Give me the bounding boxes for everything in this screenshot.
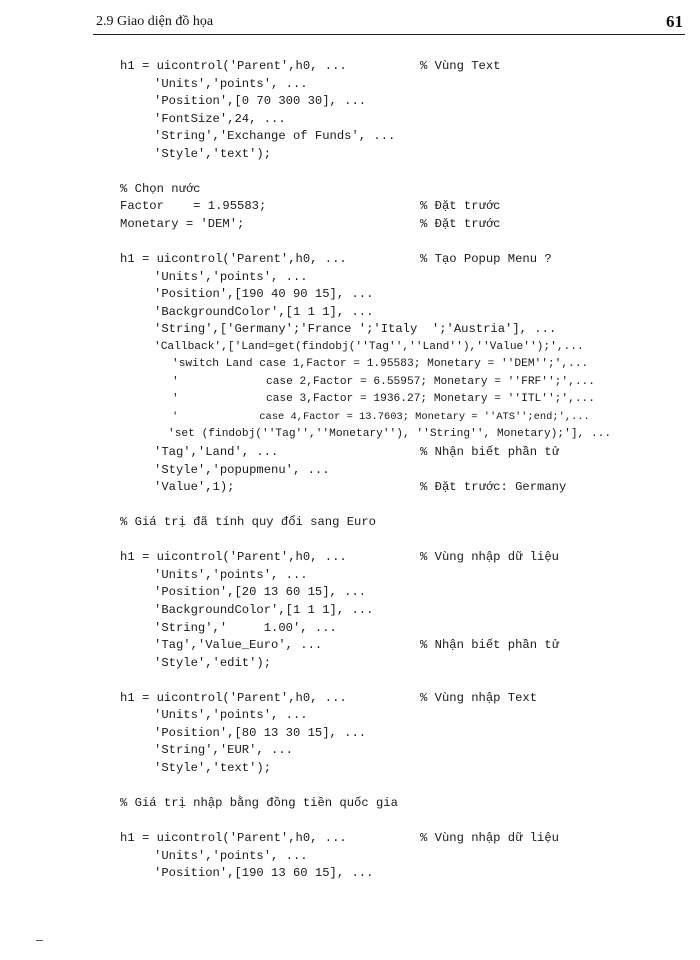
code-line: 'Units','points', ... [154,76,308,91]
scan-mark [36,940,43,941]
code-line: 'Position',[190 40 90 15], ... [154,287,374,302]
code-comment: % Vùng Text [420,59,501,73]
code-line: 'switch Land case 1,Factor = 1.95583; Monetary = ''DEM'';',... [172,358,589,371]
page-header [93,12,685,35]
code-line: h1 = uicontrol('Parent',h0, ... % Vùng nhập Text [120,690,695,708]
code-comment: % Đặt trước [420,199,501,214]
code-line: 'Position',[0 70 300 30], ... [154,94,367,109]
code-line: h1 = uicontrol('Parent',h0, ... % Vùng nhập dữ liệu [120,549,695,567]
blank-line [120,813,695,831]
code-line: 'BackgroundColor',[1 1 1], ... [154,602,374,617]
code-comment: % Đặt trước: Germany [420,480,567,495]
blank-line [120,672,695,690]
code-line: Monetary = 'DEM'; % Đặt trước [120,216,695,234]
code-comment: % Vùng nhập Text [420,690,538,705]
code-line: 'Style','text'); [154,760,272,775]
blank-line [120,532,695,550]
code-comment: % Đặt trước [420,216,501,231]
code-comment-line: % Giá trị nhập bằng đồng tiền quốc gia [120,795,398,810]
blank-line [120,777,695,795]
code-line: 'Tag','Land', ... % Nhận biết phần tử [120,444,695,462]
code-comment: % Vùng nhập dữ liệu [420,550,559,565]
code-line: 'Style','text'); [154,146,272,161]
code-line: 'Callback',['Land=get(findobj(''Tag'',''Land''),''Value'');',... [154,340,584,353]
code-line: ' case 3,Factor = 1936.27; Monetary = ''ITL'';',... [172,393,595,406]
code-line: h1 = uicontrol('Parent',h0, ... % Vùng Text [120,58,695,76]
code-comment: % Vùng nhập dữ liệu [420,831,559,846]
code-line: 'String',['Germany';'France ';'Italy ';'Austria'], ... [154,322,557,337]
code-comment-line: % Chọn nước [120,181,201,196]
blank-line [120,497,695,515]
code-line: 'Units','points', ... [154,269,308,284]
code-comment-line: % Giá trị đã tính quy đổi sang Euro [120,515,376,530]
code-comment: % Nhận biết phần tử [420,445,559,460]
code-line: 'BackgroundColor',[1 1 1], ... [154,304,374,319]
code-line: 'String','EUR', ... [154,743,293,758]
code-comment: % Nhận biết phần tử [420,638,559,653]
code-line: 'Units','points', ... [154,567,308,582]
code-line: 'Position',[190 13 60 15], ... [154,866,374,881]
page-number: 61 [666,12,683,31]
code-line: 'Style','edit'); [154,655,272,670]
code-line: 'FontSize',24, ... [154,111,286,126]
section-title: 2.9 Giao diện đồ họa [96,14,214,29]
code-line: 'Position',[80 13 30 15], ... [154,725,367,740]
code-line: 'Units','points', ... [154,708,308,723]
code-line: h1 = uicontrol('Parent',h0, ... % Vùng nhập dữ liệu [120,830,695,848]
code-comment: % Tạo Popup Menu ? [420,252,552,267]
code-line: ' case 4,Factor = 13.7603; Monetary = ''ATS'';end;',... [172,410,590,423]
code-line: 'Units','points', ... [154,848,308,863]
code-line: 'Style','popupmenu', ... [154,462,330,477]
code-line: Factor = 1.95583; % Đặt trước [120,198,695,216]
code-line: h1 = uicontrol('Parent',h0, ... % Tạo Popup Menu ? [120,251,695,269]
blank-line [120,163,695,181]
code-line: 'Tag','Value_Euro', ... % Nhận biết phần tử [120,637,695,655]
code-line: 'String','Exchange of Funds', ... [154,129,396,144]
code-line: ' case 2,Factor = 6.55957; Monetary = ''FRF'';',... [172,375,595,388]
blank-line [120,233,695,251]
code-line: 'Position',[20 13 60 15], ... [154,585,367,600]
code-line: 'String',' 1.00', ... [154,620,337,635]
code-listing [120,58,695,883]
code-line: 'Value',1); % Đặt trước: Germany [120,479,695,497]
code-line: 'set (findobj(''Tag'',''Monetary''), ''String'', Monetary);'], ... [168,428,612,441]
